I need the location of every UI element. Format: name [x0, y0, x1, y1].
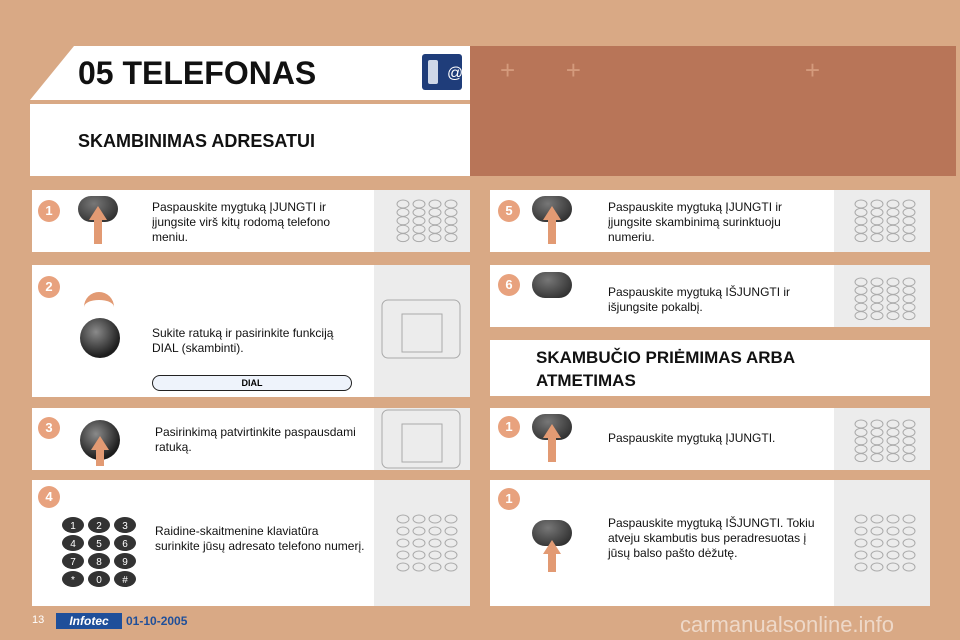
device-key [871, 445, 883, 453]
device-key [887, 200, 899, 208]
step-2-text: Sukite ratuką ir pasirinkite funkciją DIAL (skambinti). [152, 326, 334, 355]
keypad-key-label: * [71, 575, 75, 586]
keypad-key-label: 1 [70, 521, 76, 532]
device-key [855, 295, 867, 303]
dial-badge: DIAL [152, 375, 352, 391]
device-key [855, 445, 867, 453]
device-key [871, 539, 883, 547]
device-key [871, 437, 883, 445]
device-key [887, 445, 899, 453]
step-6-number: 6 [498, 274, 520, 296]
device-illustration [843, 410, 935, 490]
device-key [445, 527, 457, 535]
device-key [855, 515, 867, 523]
device-key [887, 563, 899, 571]
step-3-text: Pasirinkimą patvirtinkite paspausdami ratuką. [155, 425, 356, 454]
incoming-accept-number: 1 [498, 416, 520, 438]
device-key [871, 312, 883, 320]
device-key [871, 234, 883, 242]
arrow-up-icon [548, 552, 556, 572]
device-key [397, 527, 409, 535]
watermark: carmanualsonline.info [680, 612, 895, 637]
device-key [903, 286, 915, 294]
device-key [397, 539, 409, 547]
device-key [855, 225, 867, 233]
device-key [413, 539, 425, 547]
device-key [445, 515, 457, 523]
device-key [855, 428, 867, 436]
device-key [903, 445, 915, 453]
device-key [871, 286, 883, 294]
section-subtitle: SKAMBINIMAS ADRESATUI [78, 131, 315, 151]
device-key [903, 295, 915, 303]
incoming-title: SKAMBUČIO PRIĖMIMAS ARBA ATMETIMAS [536, 348, 795, 390]
keypad-key-label: 3 [122, 521, 128, 532]
device-key [413, 563, 425, 571]
device-key [855, 420, 867, 428]
page-title: 05 TELEFONAS [78, 55, 317, 91]
device-key [445, 225, 457, 233]
device-key [397, 217, 409, 225]
device-key [855, 563, 867, 571]
device-key [413, 208, 425, 216]
device-key [871, 563, 883, 571]
step-1-text: Paspauskite mygtuką ĮJUNGTI ir įjungsite virš kitų rodomą telefono meniu. [152, 200, 331, 244]
device-key [903, 428, 915, 436]
step-1-number: 1 [38, 200, 60, 222]
device-key [903, 225, 915, 233]
device-key [887, 295, 899, 303]
step-5-number: 5 [498, 200, 520, 222]
svg-text:@: @ [447, 65, 462, 82]
arrow-up-icon [96, 448, 104, 466]
device-key [903, 454, 915, 462]
device-key [445, 200, 457, 208]
keypad-icon [60, 516, 138, 588]
device-key [871, 200, 883, 208]
device-key [903, 208, 915, 216]
device-illustration [385, 505, 477, 585]
device-key [429, 515, 441, 523]
device-key [413, 551, 425, 559]
incoming-accept-text: Paspauskite mygtuką ĮJUNGTI. [608, 431, 776, 445]
device-key [871, 225, 883, 233]
device-key [429, 551, 441, 559]
keypad-key-label: 5 [96, 539, 102, 550]
device-key [445, 551, 457, 559]
keypad-key-label: 0 [96, 575, 102, 586]
arrow-up-icon [548, 436, 556, 462]
device-key [413, 200, 425, 208]
device-key [887, 234, 899, 242]
device-key [397, 225, 409, 233]
device-key [903, 437, 915, 445]
arrow-up-icon [548, 218, 556, 244]
step-4-text: Raidine-skaitmenine klaviatūra surinkite jūsų adresato telefono numerį. [155, 524, 365, 553]
step-3-number: 3 [38, 417, 60, 439]
step-5-text: Paspauskite mygtuką ĮJUNGTI ir įjungsite skambinimą surinktuoju numeriu. [608, 200, 783, 244]
device-key [871, 295, 883, 303]
device-key [903, 234, 915, 242]
device-key [871, 278, 883, 286]
device-key [429, 200, 441, 208]
device-key [397, 208, 409, 216]
device-illustration [843, 505, 935, 585]
device-key [887, 420, 899, 428]
keypad-key-label: 4 [70, 539, 76, 550]
incoming-reject-text: Paspauskite mygtuką IŠJUNGTI. Tokiu atveju skambutis bus peradresuotas į jūsų balso pašto dėžutę. [608, 516, 815, 560]
device-key [903, 200, 915, 208]
device-key [903, 539, 915, 547]
device-key [397, 234, 409, 242]
rotate-arrow-icon [84, 292, 114, 318]
keypad-key-label: 9 [122, 557, 128, 568]
device-key [855, 437, 867, 445]
device-key [887, 217, 899, 225]
device-key [855, 539, 867, 547]
device-key [429, 539, 441, 547]
hangup-button-icon [532, 272, 572, 298]
device-key [871, 454, 883, 462]
device-key [397, 515, 409, 523]
keypad-key-label: # [122, 575, 128, 586]
device-key [445, 234, 457, 242]
device-key [887, 437, 899, 445]
device-key [413, 234, 425, 242]
keypad-key-label: 2 [96, 521, 102, 532]
device-key [887, 515, 899, 523]
step-4-number: 4 [38, 486, 60, 508]
scroll-wheel-icon [80, 318, 120, 358]
device-key [887, 303, 899, 311]
device-illustration [843, 268, 935, 348]
device-key [903, 563, 915, 571]
device-key [887, 312, 899, 320]
device-key [429, 225, 441, 233]
step-2-number: 2 [38, 276, 60, 298]
arrow-up-icon [89, 206, 107, 220]
device-key [871, 217, 883, 225]
radio-illustration [380, 408, 472, 488]
keypad-key-label: 8 [96, 557, 102, 568]
device-key [887, 428, 899, 436]
device-key [855, 278, 867, 286]
arrow-up-icon [94, 218, 102, 244]
device-key [887, 454, 899, 462]
device-key [887, 278, 899, 286]
device-key [429, 527, 441, 535]
device-illustration [843, 190, 935, 270]
device-key [429, 563, 441, 571]
device-key [855, 234, 867, 242]
device-key [903, 420, 915, 428]
header-decor: + + + [500, 55, 821, 85]
device-key [429, 208, 441, 216]
device-key [887, 225, 899, 233]
device-key [903, 303, 915, 311]
device-key [903, 515, 915, 523]
device-key [413, 217, 425, 225]
arrow-up-icon [543, 540, 561, 554]
device-key [871, 208, 883, 216]
device-key [903, 217, 915, 225]
device-key [429, 234, 441, 242]
device-key [855, 217, 867, 225]
device-key [887, 539, 899, 547]
device-key [413, 527, 425, 535]
device-key [855, 527, 867, 535]
device-key [855, 303, 867, 311]
device-key [903, 278, 915, 286]
device-key [887, 286, 899, 294]
device-key [887, 208, 899, 216]
device-key [855, 312, 867, 320]
incoming-reject-number: 1 [498, 488, 520, 510]
device-key [871, 551, 883, 559]
device-key [429, 217, 441, 225]
device-key [871, 303, 883, 311]
arrow-up-icon [543, 206, 561, 220]
device-key [855, 454, 867, 462]
device-key [445, 563, 457, 571]
footer-date: 01-10-2005 [126, 614, 188, 628]
device-key [445, 539, 457, 547]
device-key [903, 527, 915, 535]
step-6-text: Paspauskite mygtuką IŠJUNGTI ir išjungsite pokalbį. [608, 285, 791, 314]
device-illustration [385, 190, 477, 270]
keypad-key-label: 6 [122, 539, 128, 550]
device-key [397, 200, 409, 208]
page-number: 13 [32, 614, 45, 626]
device-key [855, 286, 867, 294]
arrow-up-icon [543, 424, 561, 438]
device-key [855, 551, 867, 559]
device-key [445, 217, 457, 225]
device-key [871, 428, 883, 436]
device-key [445, 208, 457, 216]
device-key [903, 551, 915, 559]
device-key [871, 515, 883, 523]
device-key [855, 200, 867, 208]
arrow-up-icon [91, 436, 109, 450]
device-key [887, 527, 899, 535]
device-key [903, 312, 915, 320]
device-key [871, 527, 883, 535]
device-key [413, 225, 425, 233]
radio-illustration [380, 296, 472, 376]
device-key [871, 420, 883, 428]
phone-at-icon [422, 54, 462, 90]
device-key [413, 515, 425, 523]
device-key [855, 208, 867, 216]
device-key [397, 551, 409, 559]
device-key [887, 551, 899, 559]
infotec-logo: Infotec [56, 613, 122, 629]
keypad-key-label: 7 [70, 557, 76, 568]
device-key [397, 563, 409, 571]
